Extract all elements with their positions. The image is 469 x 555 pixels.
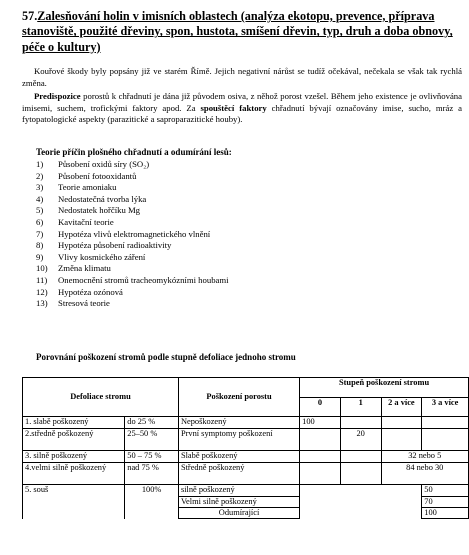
header-col-3: 3 a více	[422, 397, 469, 417]
item-text: Hypotéza působení radioaktivity	[58, 240, 172, 251]
item-number: 3)	[36, 182, 44, 193]
header-col-2: 2 a více	[381, 397, 422, 417]
intro-paragraph-1: Kouřové škody byly popsány již ve starém Římě. Jejich negativní nárůst se tudíž očekával, nečekala se však tak rychlá změna.	[22, 66, 462, 88]
item-text: Vlivy kosmického záření	[58, 251, 146, 262]
header-defoliace: Defoliace stromu	[23, 378, 179, 417]
cell-value	[340, 463, 381, 485]
cell-value: 100	[422, 508, 469, 519]
item-number: 7)	[36, 228, 44, 239]
item-number: 10)	[36, 263, 48, 274]
table-row	[23, 417, 469, 429]
theories-list	[36, 159, 229, 310]
list-item	[36, 252, 229, 264]
cell-percent: 100%	[125, 485, 179, 519]
cell-value	[340, 451, 381, 463]
cell-defoliace: 1. slabě poškozený	[23, 417, 125, 429]
cell-value-merged: 32 nebo 5	[381, 451, 468, 463]
item-number: 1)	[36, 159, 44, 169]
cell-percent: 25–50 %	[125, 429, 179, 451]
cell-value: 20	[340, 429, 381, 451]
item-text: Působení oxidů síry (SO₂)	[58, 159, 150, 169]
item-text: Nedostatečná tvorba lýka	[58, 193, 147, 204]
cell-defoliace: 5. souš	[23, 485, 125, 519]
cell-value: 100	[300, 417, 341, 429]
cell-value: 50	[422, 485, 469, 497]
table-row	[23, 429, 469, 451]
list-item	[36, 194, 229, 206]
list-item	[36, 159, 229, 171]
predispozice-term: Predispozice	[34, 91, 81, 101]
table-row	[23, 463, 469, 485]
list-item	[36, 287, 229, 299]
intro-paragraph-2	[22, 91, 462, 126]
heading-text: Zalesňování holin v imisních oblastech (analýza ekotopu, prevence, příprava stanoviště, použité dřeviny, spon, hustota, smíšení dřevin, typ, druh a doba obnovy, péče o kultury)	[22, 9, 453, 54]
heading-number: 57.	[22, 9, 38, 23]
item-text: Teorie amoniaku	[58, 182, 117, 193]
cell-poskozeni: Slabě poškozený	[178, 451, 299, 463]
item-text: Kavitační teorie	[58, 216, 114, 227]
cell-percent: 50 – 75 %	[125, 451, 179, 463]
cell-value	[300, 463, 341, 485]
list-item	[36, 229, 229, 241]
item-text: Působení fotooxidantů	[58, 170, 137, 181]
item-number: 6)	[36, 216, 44, 227]
header-stupen: Stupeň poškození stromu	[300, 378, 469, 398]
cell-defoliace: 4.velmi silně poškozený	[23, 463, 125, 485]
cell-value	[381, 429, 422, 451]
cell-value-merged: 84 nebo 30	[381, 463, 468, 485]
item-number: 4)	[36, 193, 44, 204]
cell-poskozeni: Nepoškozený	[178, 417, 299, 429]
item-number: 5)	[36, 205, 44, 216]
cell-value	[422, 429, 469, 451]
item-text: Změna klimatu	[58, 263, 111, 274]
header-col-0: 0	[300, 397, 341, 417]
list-item	[36, 275, 229, 287]
p2-text-2: chřadnutí bývají označovány imise, sucho, mráz a fytopatologické aspekty (parazitické a saproparazitické houby).	[22, 102, 462, 125]
item-number: 13)	[36, 298, 48, 309]
cell-value	[422, 417, 469, 429]
item-text: Stresová teorie	[58, 298, 110, 309]
cell-empty	[300, 485, 422, 519]
cell-poskozeni: Odumírající	[178, 508, 299, 519]
cell-value: 70	[422, 497, 469, 508]
item-text: Hypotéza vlivů elektromagnetického vlnění	[58, 228, 211, 239]
cell-percent: do 25 %	[125, 417, 179, 429]
p2-text-1: porostů k chřadnutí je dána již původem osiva, z něhož porost vzešel. Během jeho existence je ovlivňována imisemi, suchem, trofickými faktory apod. Za	[22, 91, 462, 113]
cell-defoliace: 3. silně poškozený	[23, 451, 125, 463]
cell-value	[381, 417, 422, 429]
item-number: 12)	[36, 286, 48, 297]
list-item	[36, 171, 229, 183]
item-text: Nedostatek hořčíku Mg	[58, 205, 141, 216]
header-poskozeni: Poškození porostu	[178, 378, 299, 417]
cell-poskozeni: Velmi silně poškozený	[178, 497, 299, 508]
list-item	[36, 182, 229, 194]
section-heading	[22, 9, 462, 55]
list-item	[36, 263, 229, 275]
item-number: 8)	[36, 240, 44, 251]
table-title: Porovnání poškození stromů podle stupně defoliace jednoho stromu	[36, 352, 296, 362]
spousteci-term: spouštěcí faktory	[200, 102, 267, 113]
cell-poskozeni: První symptomy poškození	[178, 429, 299, 451]
table-row	[23, 485, 469, 497]
cell-poskozeni: Středně poškozený	[178, 463, 299, 485]
cell-value	[300, 429, 341, 451]
item-number: 2)	[36, 170, 44, 181]
item-text: Hypotéza ozónová	[58, 286, 123, 297]
cell-value	[300, 451, 341, 463]
defoliation-table	[22, 377, 469, 519]
table-header-row	[23, 378, 469, 398]
cell-value	[340, 417, 381, 429]
item-number: 11)	[36, 274, 48, 285]
list-item	[36, 240, 229, 252]
list-item	[36, 298, 229, 310]
cell-defoliace: 2.středně poškozený	[23, 429, 125, 451]
cell-percent: nad 75 %	[125, 463, 179, 485]
item-text: Onemocnění stromů tracheomykózními houbami	[58, 274, 229, 285]
item-number: 9)	[36, 251, 44, 262]
cell-poskozeni: silně poškozený	[178, 485, 299, 497]
list-item	[36, 205, 229, 217]
header-col-1: 1	[340, 397, 381, 417]
table-row	[23, 451, 469, 463]
theories-title: Teorie příčin plošného chřadnutí a odumírání lesů:	[36, 147, 232, 157]
list-item	[36, 217, 229, 229]
